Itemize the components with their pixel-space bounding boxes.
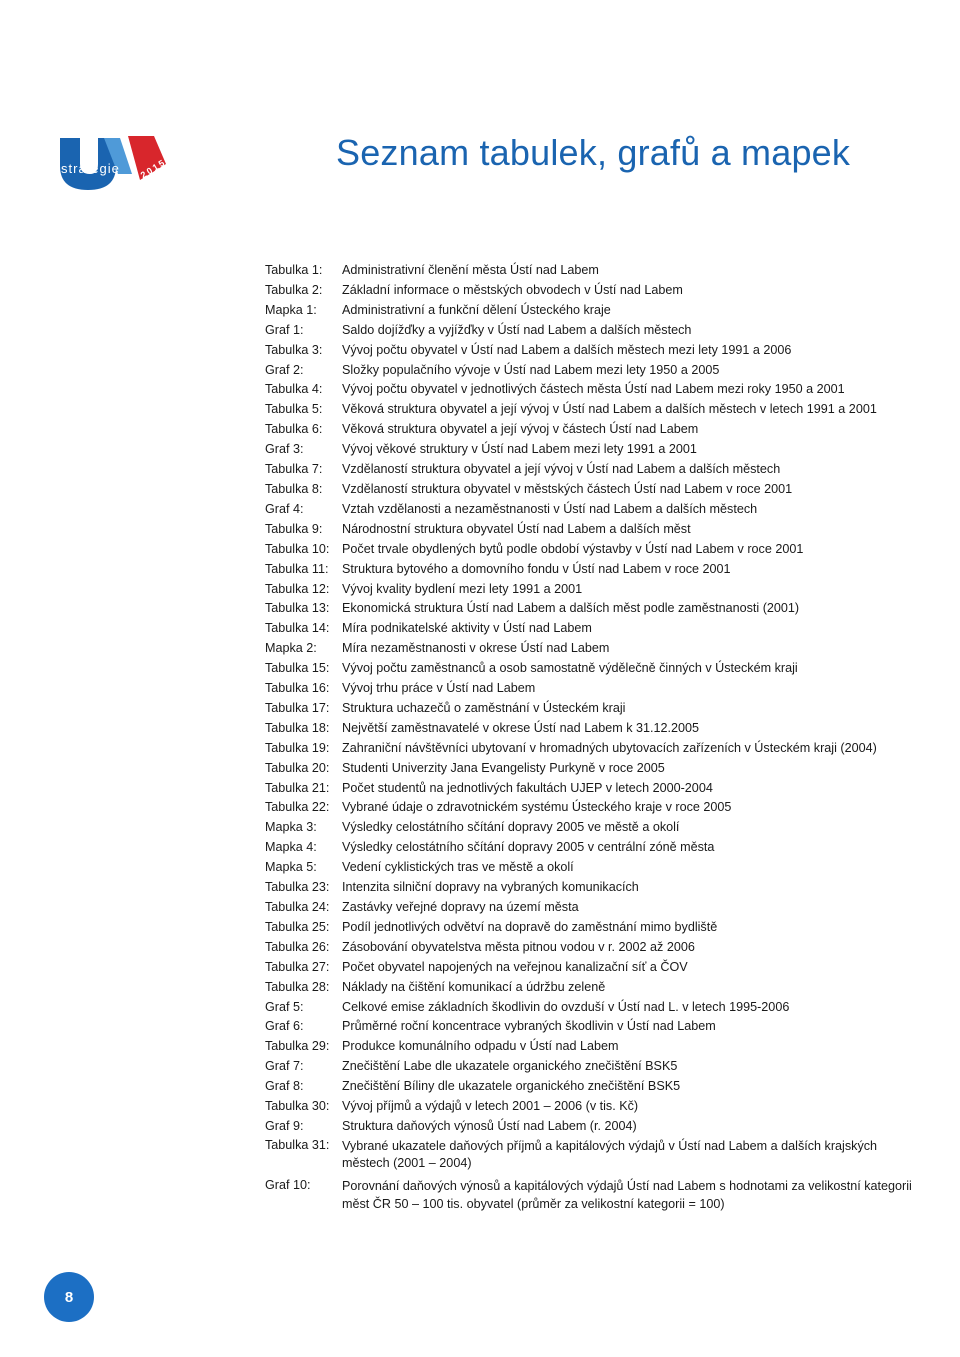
- list-item: [265, 1037, 915, 1057]
- item-label: Tabulka 30:: [265, 1099, 330, 1114]
- list-item: [265, 619, 915, 639]
- list-item: [265, 978, 915, 998]
- item-label: Tabulka 26:: [265, 939, 330, 954]
- item-description: Struktura uchazečů o zaměstnání v Ústeckém kraji: [342, 700, 626, 715]
- item-description: Administrativní a funkční dělení Ústeckého kraje: [342, 302, 611, 317]
- item-description: Počet obyvatel napojených na veřejnou kanalizační síť a ČOV: [342, 959, 688, 974]
- item-label: Graf 4:: [265, 501, 304, 516]
- item-label: Tabulka 11:: [265, 561, 329, 576]
- item-label: Tabulka 15:: [265, 661, 330, 676]
- item-label: Graf 10:: [265, 1178, 311, 1193]
- item-description: Celkové emise základních škodlivin do ovzduší v Ústí nad L. v letech 1995-2006: [342, 999, 790, 1014]
- contents-list: [265, 261, 915, 1214]
- item-description: Složky populačního vývoje v Ústí nad Labem mezi lety 1950 a 2005: [342, 362, 720, 377]
- strategie-logo: [58, 128, 170, 192]
- item-label: Tabulka 16:: [265, 681, 330, 696]
- item-label: Tabulka 13:: [265, 601, 330, 616]
- list-item: [265, 719, 915, 739]
- list-item: [265, 261, 915, 281]
- item-description: Výsledky celostátního sčítání dopravy 2005 ve městě a okolí: [342, 820, 680, 835]
- item-description: Vybrané údaje o zdravotnickém systému Ústeckého kraje v roce 2005: [342, 800, 732, 815]
- item-description: Administrativní členění města Ústí nad Labem: [342, 263, 599, 277]
- list-item: [265, 341, 915, 361]
- item-label: Tabulka 17:: [265, 700, 330, 715]
- item-description: Vztah vzdělanosti a nezaměstnanosti v Ústí nad Labem a dalších městech: [342, 501, 758, 516]
- list-item: [265, 380, 915, 400]
- list-item: [265, 480, 915, 500]
- item-description: Vývoj počtu zaměstnanců a osob samostatně výdělečně činných v Ústeckém kraji: [342, 661, 798, 676]
- item-description: Znečištění Labe dle ukazatele organického znečištění BSK5: [342, 1059, 678, 1074]
- item-label: Mapka 2:: [265, 641, 317, 656]
- item-label: Tabulka 23:: [265, 880, 330, 895]
- item-label: Graf 1:: [265, 322, 304, 337]
- item-label: Tabulka 2:: [265, 282, 323, 297]
- list-item: [265, 918, 915, 938]
- item-label: Tabulka 10:: [265, 541, 330, 556]
- list-item: [265, 679, 915, 699]
- item-description: Průměrné roční koncentrace vybraných škodlivin v Ústí nad Labem: [342, 1019, 716, 1034]
- list-item: [265, 1117, 915, 1137]
- item-label: Tabulka 31:: [265, 1137, 330, 1152]
- item-description: Počet studentů na jednotlivých fakultách UJEP v letech 2000-2004: [342, 780, 713, 795]
- list-item: [265, 281, 915, 301]
- item-description: Vývoj trhu práce v Ústí nad Labem: [342, 681, 536, 696]
- item-description: Vybrané ukazatele daňových příjmů a kapitálových výdajů v Ústí nad Labem a dalších krajských městech (2001 – 2004): [342, 1138, 878, 1171]
- list-item: [265, 560, 915, 580]
- item-description: Porovnání daňových výnosů a kapitálových výdajů Ústí nad Labem s hodnotami za velikostní kategorii měst ČR 50 – 100 tis. obyvatel (průměr za velikostní kategorii = 100): [342, 1179, 912, 1211]
- item-description: Podíl jednotlivých odvětví na dopravě do zaměstnání mimo bydliště: [342, 919, 718, 934]
- list-item: [265, 1017, 915, 1037]
- item-label: Mapka 1:: [265, 302, 317, 317]
- item-description: Výsledky celostátního sčítání dopravy 2005 v centrální zóně města: [342, 840, 715, 855]
- list-item: [265, 1057, 915, 1077]
- item-label: Tabulka 27:: [265, 959, 330, 974]
- item-label: Graf 2:: [265, 362, 304, 377]
- item-description: Míra nezaměstnanosti v okrese Ústí nad Labem: [342, 641, 610, 656]
- list-item: [265, 659, 915, 679]
- item-description: Ekonomická struktura Ústí nad Labem a dalších měst podle zaměstnanosti (2001): [342, 601, 800, 616]
- item-description: Zásobování obyvatelstva města pitnou vodou v r. 2002 až 2006: [342, 939, 695, 954]
- list-item: [265, 420, 915, 440]
- item-label: Tabulka 7:: [265, 462, 323, 477]
- list-item: [265, 301, 915, 321]
- item-description: Věková struktura obyvatel a její vývoj v Ústí nad Labem a dalších městech v letech 1991 a 2001: [342, 402, 877, 417]
- item-description: Produkce komunálního odpadu v Ústí nad Labem: [342, 1039, 619, 1054]
- logo-graphic: [58, 128, 170, 192]
- item-description: Vývoj kvality bydlení mezi lety 1991 a 2001: [342, 581, 583, 596]
- item-label: Tabulka 8:: [265, 481, 323, 496]
- item-label: Tabulka 20:: [265, 760, 330, 775]
- item-description: Vzdělaností struktura obyvatel a její vývoj v Ústí nad Labem a dalších městech: [342, 462, 781, 477]
- item-description: Základní informace o městských obvodech v Ústí nad Labem: [342, 282, 683, 297]
- list-item: [265, 1077, 915, 1097]
- item-label: Tabulka 6:: [265, 422, 323, 437]
- item-description: Počet trvale obydlených bytů podle období výstavby v Ústí nad Labem v roce 2001: [342, 541, 804, 556]
- page-title: Seznam tabulek, grafů a mapek: [336, 132, 851, 173]
- item-description: Vývoj věkové struktury v Ústí nad Labem mezi lety 1991 a 2001: [342, 442, 697, 457]
- list-item: [265, 500, 915, 520]
- item-description: Znečištění Bíliny dle ukazatele organického znečištění BSK5: [342, 1079, 681, 1094]
- item-label: Tabulka 9:: [265, 521, 323, 536]
- item-description: Náklady na čištění komunikací a údržbu zeleně: [342, 979, 606, 994]
- logo-word: strategie: [61, 161, 120, 176]
- item-description: Intenzita silniční dopravy na vybraných komunikacích: [342, 880, 639, 895]
- list-item: [265, 639, 915, 659]
- list-item: [265, 1177, 915, 1214]
- list-item: [265, 759, 915, 779]
- item-label: Tabulka 18:: [265, 720, 330, 735]
- item-label: Tabulka 5:: [265, 402, 323, 417]
- list-item: [265, 1137, 915, 1174]
- item-description: Vývoj počtu obyvatel v Ústí nad Labem a dalších městech mezi lety 1991 a 2006: [342, 342, 792, 357]
- item-description: Zahraniční návštěvníci ubytovaní v hromadných ubytovacích zařízeních v Ústeckém kraji (2004): [342, 740, 877, 755]
- item-label: Graf 7:: [265, 1059, 304, 1074]
- list-item: [265, 699, 915, 719]
- list-item: [265, 739, 915, 759]
- item-description: Saldo dojížďky a vyjížďky v Ústí nad Labem a dalších městech: [342, 322, 692, 337]
- list-item: [265, 361, 915, 381]
- item-label: Tabulka 1:: [265, 263, 323, 277]
- item-description: Studenti Univerzity Jana Evangelisty Purkyně v roce 2005: [342, 760, 665, 775]
- list-item: [265, 958, 915, 978]
- item-label: Tabulka 4:: [265, 382, 323, 397]
- item-label: Tabulka 3:: [265, 342, 323, 357]
- page-number: 8: [64, 1288, 74, 1306]
- list-item: [265, 798, 915, 818]
- list-item: [265, 540, 915, 560]
- item-description: Zastávky veřejné dopravy na území města: [342, 900, 579, 914]
- item-description: Vedení cyklistických tras ve městě a okolí: [342, 860, 574, 875]
- item-description: Struktura daňových výnosů Ústí nad Labem (r. 2004): [342, 1118, 637, 1133]
- item-label: Graf 3:: [265, 442, 304, 457]
- list-item: [265, 520, 915, 540]
- item-description: Největší zaměstnavatelé v okrese Ústí nad Labem k 31.12.2005: [342, 720, 700, 735]
- item-description: Míra podnikatelské aktivity v Ústí nad Labem: [342, 621, 592, 636]
- item-description: Vzdělaností struktura obyvatel v městských částech Ústí nad Labem v roce 2001: [342, 481, 793, 496]
- item-label: Graf 5:: [265, 999, 304, 1014]
- item-label: Tabulka 29:: [265, 1039, 330, 1054]
- item-label: Tabulka 25:: [265, 919, 330, 934]
- item-label: Tabulka 12:: [265, 581, 330, 596]
- item-label: Graf 9:: [265, 1118, 304, 1133]
- item-label: Graf 6:: [265, 1019, 304, 1034]
- list-item: [265, 878, 915, 898]
- item-description: Vývoj počtu obyvatel v jednotlivých částech města Ústí nad Labem mezi roky 1950 a 2001: [342, 382, 845, 397]
- logo-years: 2015: [138, 156, 168, 181]
- item-description: Struktura bytového a domovního fondu v Ústí nad Labem v roce 2001: [342, 561, 731, 576]
- list-item: [265, 998, 915, 1018]
- item-label: Tabulka 28:: [265, 979, 330, 994]
- item-label: Mapka 4:: [265, 840, 317, 855]
- list-item: [265, 460, 915, 480]
- list-item: [265, 779, 915, 799]
- item-description: Věková struktura obyvatel a její vývoj v částech Ústí nad Labem: [342, 422, 699, 437]
- list-item: [265, 938, 915, 958]
- list-item: [265, 858, 915, 878]
- list-item: [265, 818, 915, 838]
- list-item: [265, 400, 915, 420]
- list-item: [265, 838, 915, 858]
- list-item: [265, 898, 915, 918]
- list-item: [265, 1097, 915, 1117]
- item-description: Vývoj příjmů a výdajů v letech 2001 – 2006 (v tis. Kč): [342, 1099, 639, 1114]
- item-label: Mapka 5:: [265, 860, 317, 875]
- item-label: Tabulka 21:: [265, 780, 330, 795]
- item-label: Tabulka 24:: [265, 900, 330, 914]
- item-label: Mapka 3:: [265, 820, 317, 835]
- item-label: Tabulka 19:: [265, 740, 330, 755]
- page-number-badge: [44, 1272, 94, 1322]
- list-item: [265, 440, 915, 460]
- item-label: Graf 8:: [265, 1079, 304, 1094]
- item-label: Tabulka 14:: [265, 621, 330, 636]
- item-label: Tabulka 22:: [265, 800, 330, 815]
- list-item: [265, 580, 915, 600]
- list-item: [265, 321, 915, 341]
- item-description: Národnostní struktura obyvatel Ústí nad Labem a dalších měst: [342, 521, 691, 536]
- list-item: [265, 599, 915, 619]
